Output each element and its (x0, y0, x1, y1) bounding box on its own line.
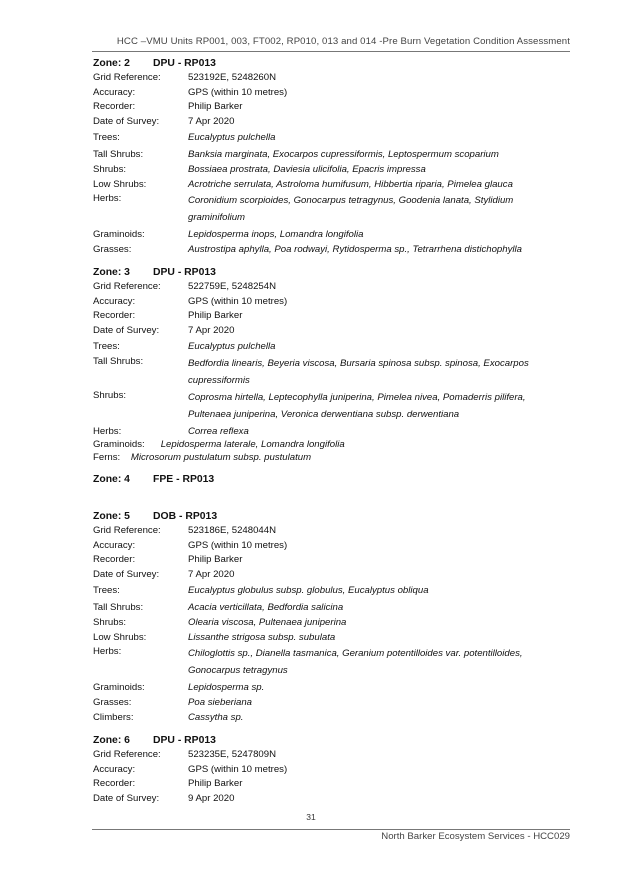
trees-row: Trees: Eucalyptus globulus subsp. globulus, Eucalyptus obliqua (93, 585, 429, 596)
zone-heading (93, 57, 563, 71)
page-header: HCC –VMU Units RP001, 003, FT002, RP010, 013 and 014 -Pre Burn Vegetation Condition Assessment (116, 36, 570, 47)
header-rule (92, 51, 570, 52)
zone-code: FPE - RP013 (153, 474, 215, 485)
grid-reference-row: Grid Reference: 523235E, 5247809N (93, 749, 277, 760)
recorder-row: Recorder: Philip Barker (93, 310, 243, 321)
footer-rule (92, 829, 570, 830)
zone-label: Zone: 4 (93, 474, 130, 485)
accuracy-row: Accuracy: GPS (within 10 metres) (93, 539, 288, 551)
tall-shrubs-row: Tall Shrubs: Banksia marginata, Exocarpos cupressiformis, Leptospermum scoparium (93, 149, 499, 160)
graminoids-row: Graminoids: Lepidosperma sp. (93, 682, 265, 693)
tall-shrubs-row: Tall Shrubs: Bedfordia linearis, Beyeria viscosa, Bursaria spinosa subsp. spinosa, Exocarpos cupressiformis (93, 356, 529, 386)
zone-heading (93, 266, 563, 280)
climbers-row: Climbers: Cassytha sp. (93, 711, 244, 723)
grid-reference-row: Grid Reference: 522759E, 5248254N (93, 281, 277, 292)
grid-reference-row: Grid Reference: 523192E, 5248260N (93, 72, 277, 83)
recorder-row: Recorder: Philip Barker (93, 101, 243, 112)
zone-label: Zone: 5 (93, 511, 130, 522)
shrubs-row: Shrubs: Coprosma hirtella, Leptecophylla juniperina, Pimelea nivea, Pomaderris pilifera, Pultenaea juniperina, Veronica derwentiana subsp. derwentiana (93, 390, 526, 420)
zone-label: Zone: 6 (93, 735, 130, 746)
zone-4-section (93, 473, 563, 487)
page-footer: North Barker Ecosystem Services - HCC029 (381, 831, 570, 842)
zone-5-section (93, 510, 563, 725)
accuracy-row: Accuracy: GPS (within 10 metres) (93, 295, 288, 307)
zone-code: DOB - RP013 (153, 511, 218, 522)
herbs-row: Herbs: Coronidium scorpioides, Gonocarpus tetragynus, Goodenia lanata, Stylidium graminifolium (93, 193, 514, 223)
herbs-row: Herbs: Chiloglottis sp., Dianella tasmanica, Geranium potentilloides var. potentilloides, Gonocarpus tetragynus (93, 646, 523, 676)
recorder-row: Recorder: Philip Barker (93, 778, 243, 789)
accuracy-row: Accuracy: GPS (within 10 metres) (93, 86, 288, 98)
zone-6-section (93, 734, 563, 806)
low-shrubs-row: Low Shrubs: Acrotriche serrulata, Astroloma humifusum, Hibbertia riparia, Pimelea glauca (93, 178, 513, 190)
shrubs-row: Shrubs: Olearia viscosa, Pultenaea juniperina (93, 617, 347, 628)
zone-label: Zone: 3 (93, 267, 130, 278)
graminoids-row: Graminoids: Lepidosperma inops, Lomandra longifolia (93, 229, 364, 240)
page-number: 31 (306, 812, 316, 822)
herbs-row: Herbs: Correa reflexa (93, 426, 249, 437)
zone-3-section (93, 266, 563, 464)
zone-code: DPU - RP013 (153, 267, 216, 278)
date-row: Date of Survey: 9 Apr 2020 (93, 792, 235, 804)
ferns-row: Ferns: Microsorum pustulatum subsp. pustulatum (93, 452, 312, 463)
zone-heading (93, 473, 563, 487)
trees-row: Trees: Eucalyptus pulchella (93, 341, 276, 352)
zone-code: DPU - RP013 (153, 735, 216, 746)
zone-heading (93, 734, 563, 748)
grid-reference-row: Grid Reference: 523186E, 5248044N (93, 525, 277, 536)
tall-shrubs-row: Tall Shrubs: Acacia verticillata, Bedfordia salicina (93, 602, 344, 613)
zone-code: DPU - RP013 (153, 58, 216, 69)
recorder-row: Recorder: Philip Barker (93, 554, 243, 565)
zone-heading (93, 510, 563, 524)
shrubs-row: Shrubs: Bossiaea prostrata, Daviesia ulicifolia, Epacris impressa (93, 164, 426, 175)
graminoids-row: Graminoids: Lepidosperma laterale, Lomandra longifolia (93, 439, 345, 450)
grasses-row: Grasses: Austrostipa aphylla, Poa rodwayi, Rytidosperma sp., Tetrarrhena distichophylla (93, 244, 522, 255)
date-row: Date of Survey: 7 Apr 2020 (93, 568, 235, 580)
date-row: Date of Survey: 7 Apr 2020 (93, 115, 235, 127)
grasses-row: Grasses: Poa sieberiana (93, 697, 253, 708)
zone-label: Zone: 2 (93, 58, 130, 69)
trees-row: Trees: Eucalyptus pulchella (93, 132, 276, 143)
date-row: Date of Survey: 7 Apr 2020 (93, 324, 235, 336)
accuracy-row: Accuracy: GPS (within 10 metres) (93, 763, 288, 775)
low-shrubs-row: Low Shrubs: Lissanthe strigosa subsp. subulata (93, 631, 336, 643)
zone-2-section (93, 57, 563, 258)
